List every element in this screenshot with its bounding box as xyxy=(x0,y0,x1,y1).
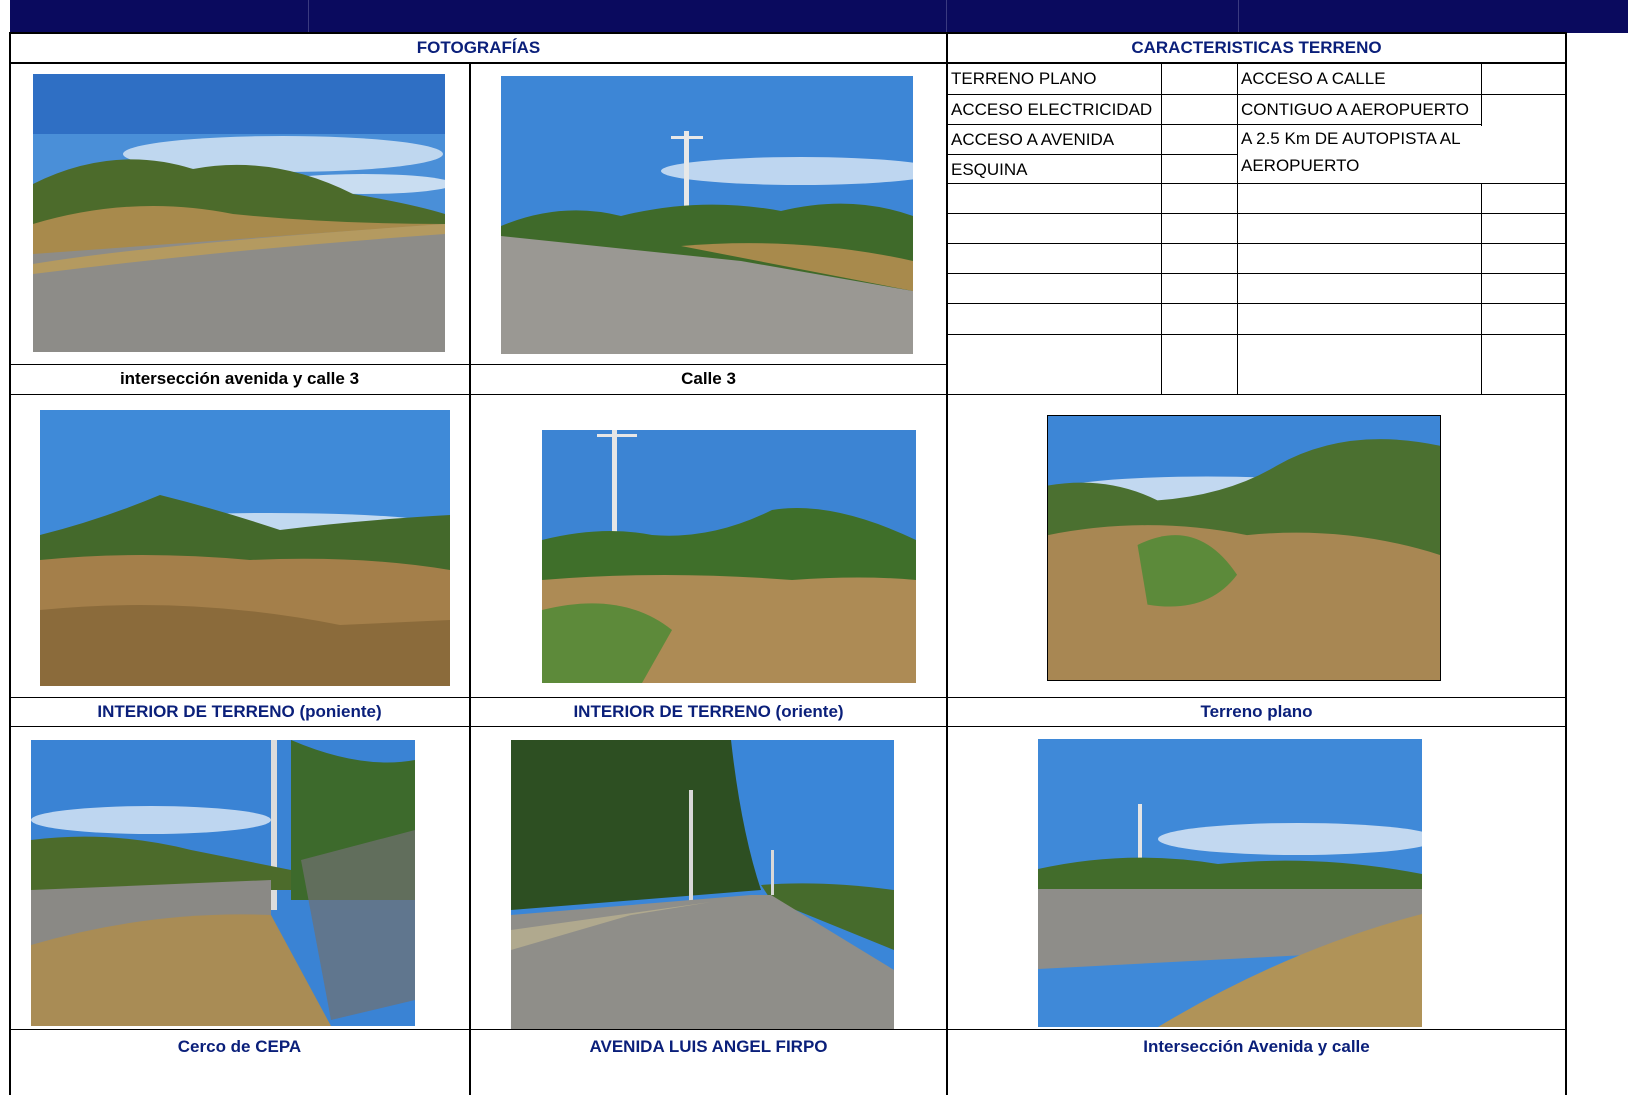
photo-interior-poniente xyxy=(40,410,450,686)
feature-terreno-plano: TERRENO PLANO xyxy=(951,69,1097,88)
photo-cerco-cepa xyxy=(31,740,415,1026)
caption-avenida-luis-angel-firpo: AVENIDA LUIS ANGEL FIRPO xyxy=(589,1037,828,1056)
feature-acceso-electricidad: ACCESO ELECTRICIDAD xyxy=(951,100,1153,119)
photos-title: FOTOGRAFÍAS xyxy=(416,38,541,57)
feature-contiguo-aeropuerto: CONTIGUO A AEROPUERTO xyxy=(1241,100,1469,119)
caption-cerco-cepa: Cerco de CEPA xyxy=(177,1037,302,1056)
caption-terreno-plano: Terreno plano xyxy=(1200,702,1313,721)
photo-calle3 xyxy=(501,76,913,354)
features-title: CARACTERISTICAS TERRENO xyxy=(1131,38,1382,57)
photo-interseccion-avenida-calle xyxy=(1038,739,1422,1027)
header-bar xyxy=(10,0,1628,33)
photo-interior-oriente xyxy=(542,430,916,683)
feature-autopista-line1: A 2.5 Km DE AUTOPISTA AL xyxy=(1241,129,1461,148)
caption-interseccion-avenida-calle: Intersección Avenida y calle xyxy=(1143,1037,1370,1056)
feature-autopista-line2: AEROPUERTO xyxy=(1241,156,1360,175)
photo-terreno-plano xyxy=(1047,415,1441,681)
caption-interior-oriente: INTERIOR DE TERRENO (oriente) xyxy=(573,702,844,721)
photo-avenida-luis-angel-firpo xyxy=(511,740,894,1029)
feature-acceso-avenida: ACCESO A AVENIDA xyxy=(951,130,1115,149)
photo-interseccion-avenida-calle3 xyxy=(33,74,445,352)
feature-acceso-calle: ACCESO A CALLE xyxy=(1241,69,1386,88)
caption-interior-poniente: INTERIOR DE TERRENO (poniente) xyxy=(97,702,382,721)
caption-interseccion-avenida-calle3: intersección avenida y calle 3 xyxy=(119,369,360,388)
caption-calle3: Calle 3 xyxy=(681,369,736,388)
feature-esquina: ESQUINA xyxy=(951,160,1028,179)
